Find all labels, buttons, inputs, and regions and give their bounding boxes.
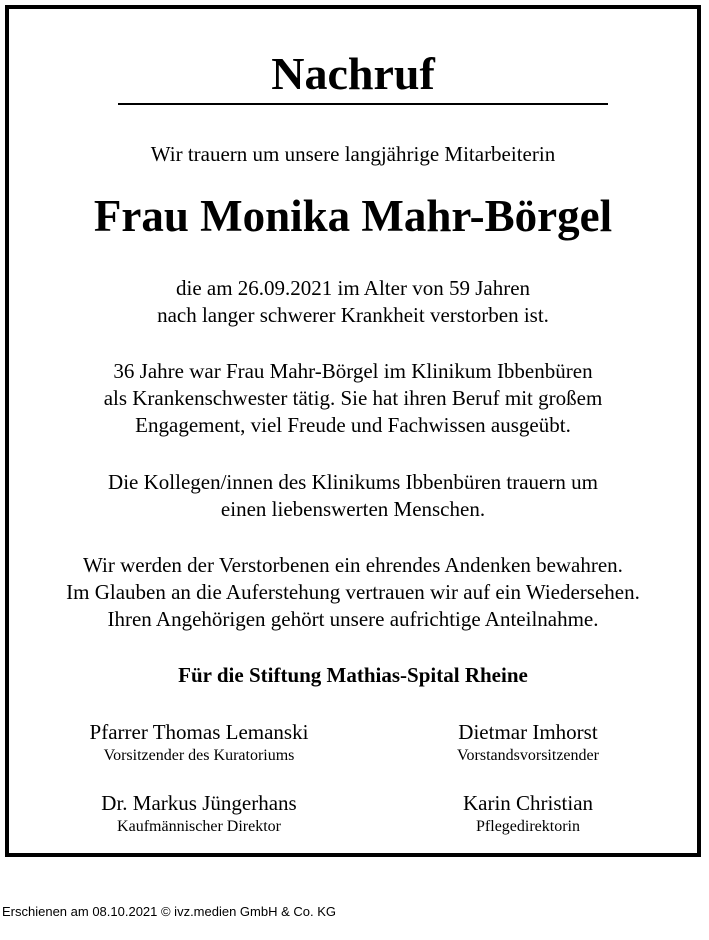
organization-line: Für die Stiftung Mathias-Spital Rheine: [178, 663, 528, 687]
death-details-paragraph: [9, 275, 697, 329]
signatory-name: Pfarrer Thomas Lemanski: [89, 720, 309, 744]
paragraph-line: Ihren Angehörigen gehört unsere aufrichtige Anteilnahme.: [107, 607, 599, 631]
publication-footer: Erschienen am 08.10.2021 © ivz.medien GmbH & Co. KG: [2, 904, 337, 919]
intro-line: Wir trauern um unsere langjährige Mitarbeiterin: [150, 142, 556, 166]
signatory-role: Vorsitzender des Kuratoriums: [103, 747, 295, 764]
paragraph-line: Wir werden der Verstorbenen ein ehrendes Andenken bewahren.: [83, 553, 623, 577]
paragraph-line: Engagement, viel Freude und Fachwissen ausgeübt.: [135, 413, 571, 437]
remembrance-paragraph: [9, 552, 697, 633]
paragraph-line: als Krankenschwester tätig. Sie hat ihren Beruf mit großem: [103, 386, 603, 410]
paragraph-line: Die Kollegen/innen des Klinikums Ibbenbüren trauern um: [108, 470, 598, 494]
deceased-name: Frau Monika Mahr-Börgel: [93, 191, 613, 241]
signatory-block: [34, 719, 364, 767]
signatory-role: Pflegedirektorin: [476, 818, 580, 835]
paragraph-line: Im Glauben an die Auferstehung vertrauen wir auf ein Wiedersehen.: [66, 580, 640, 604]
paragraph-line: nach langer schwerer Krankheit verstorben ist.: [157, 303, 549, 327]
colleagues-paragraph: [9, 469, 697, 523]
signatory-block: [363, 790, 693, 838]
signatory-role: Vorstandsvorsitzender: [457, 747, 599, 764]
paragraph-line: die am 26.09.2021 im Alter von 59 Jahren: [175, 276, 531, 300]
paragraph-line: einen liebenswerten Menschen.: [220, 497, 486, 521]
signatory-name: Dr. Markus Jüngerhans: [101, 791, 297, 815]
notice-frame: [5, 5, 701, 857]
career-paragraph: [9, 358, 697, 439]
signatory-name: Karin Christian: [462, 791, 594, 815]
signatory-block: [363, 719, 693, 767]
signatory-role: Kaufmännischer Direktor: [117, 818, 281, 835]
signatory-block: [34, 790, 364, 838]
signatory-name: Dietmar Imhorst: [458, 720, 598, 744]
notice-heading: Nachruf: [271, 48, 435, 99]
heading-divider: [118, 103, 608, 105]
paragraph-line: 36 Jahre war Frau Mahr-Börgel im Klinikum Ibbenbüren: [113, 359, 593, 383]
